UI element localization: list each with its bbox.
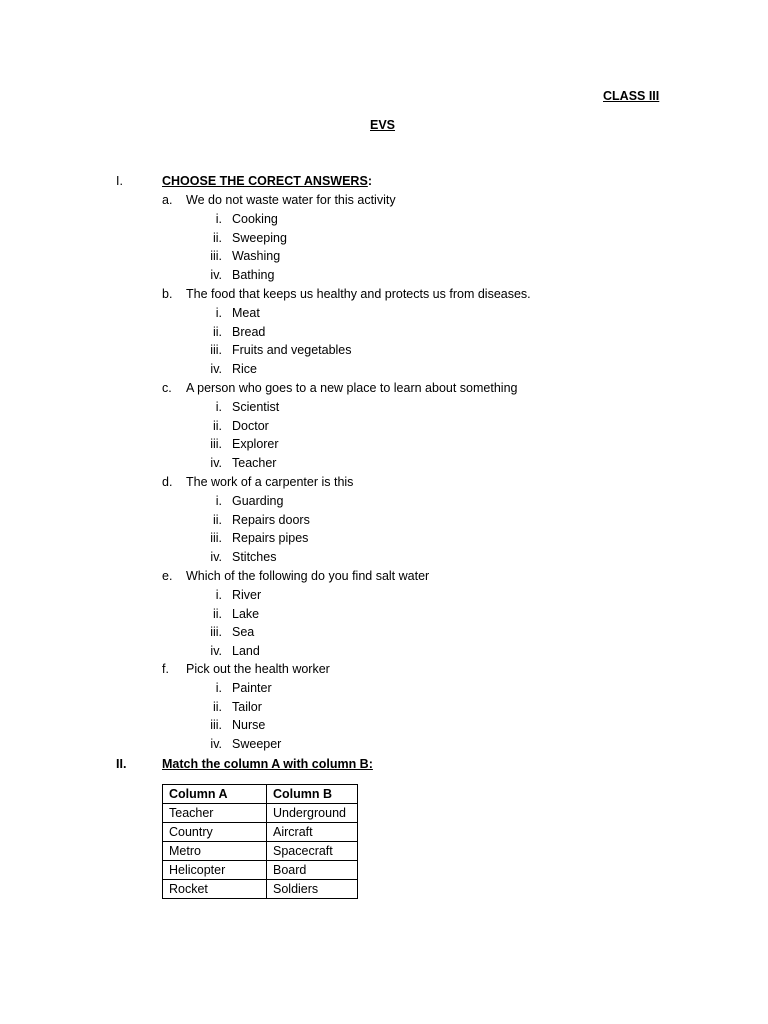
section-number: II.: [116, 757, 127, 771]
table-header-row: [163, 785, 358, 804]
option-text: Lake: [232, 607, 260, 621]
option-text: Land: [232, 644, 260, 658]
question-text: The food that keeps us healthy and protects us from diseases.: [186, 287, 531, 301]
section-title: Match the column A with column B:: [162, 757, 373, 771]
option-text: Painter: [232, 681, 272, 695]
option-text: Cooking: [232, 212, 278, 226]
option-text: Repairs doors: [232, 513, 310, 527]
option-text: Explorer: [232, 437, 279, 451]
option-text: River: [232, 588, 262, 602]
section-title: [162, 173, 372, 189]
column-a-cell: Rocket: [163, 880, 267, 899]
question-text: The work of a carpenter is this: [186, 475, 354, 489]
option-number: iv.: [210, 268, 222, 282]
subject-title: EVS: [370, 118, 396, 132]
option-number: i.: [215, 306, 222, 320]
option-number: iii.: [210, 437, 222, 451]
option-text: Stitches: [232, 550, 277, 564]
option-text: Sweeper: [232, 737, 282, 751]
class-label: CLASS III: [603, 89, 660, 103]
match-table: [162, 784, 358, 899]
option-number: ii.: [212, 231, 222, 245]
question-letter: e.: [162, 569, 173, 583]
option-text: Repairs pipes: [232, 531, 309, 545]
option-number: iv.: [210, 644, 222, 658]
option-number: iii.: [210, 249, 222, 263]
column-a-cell: Teacher: [163, 804, 267, 823]
table-row: [163, 842, 358, 861]
column-a-header: Column A: [163, 785, 267, 804]
option-text: Meat: [232, 306, 260, 320]
option-number: i.: [215, 494, 222, 508]
option-number: iv.: [210, 550, 222, 564]
option-text: Sweeping: [232, 231, 287, 245]
table-row: [163, 823, 358, 842]
option-number: ii.: [212, 607, 222, 621]
question-text: Pick out the health worker: [186, 662, 330, 676]
question-text: A person who goes to a new place to learn about something: [186, 381, 518, 395]
option-number: iii.: [210, 531, 222, 545]
column-b-cell: Underground: [267, 804, 358, 823]
option-number: iii.: [210, 343, 222, 357]
option-number: iii.: [210, 625, 222, 639]
option-number: ii.: [212, 700, 222, 714]
option-text: Sea: [232, 625, 255, 639]
option-number: i.: [215, 588, 222, 602]
column-b-cell: Board: [267, 861, 358, 880]
column-b-cell: Spacecraft: [267, 842, 358, 861]
option-number: iii.: [210, 718, 222, 732]
option-text: Doctor: [232, 419, 269, 433]
section-title-suffix: :: [367, 174, 372, 188]
option-number: iv.: [210, 737, 222, 751]
option-text: Rice: [232, 362, 258, 376]
question-letter: d.: [162, 475, 173, 489]
option-number: ii.: [212, 419, 222, 433]
option-number: iv.: [210, 362, 222, 376]
question-letter: a.: [162, 193, 173, 207]
option-number: iv.: [210, 456, 222, 470]
option-number: i.: [215, 681, 222, 695]
question-text: Which of the following do you find salt water: [186, 569, 430, 583]
option-number: i.: [215, 400, 222, 414]
option-text: Tailor: [232, 700, 262, 714]
question-letter: c.: [162, 381, 172, 395]
table-row: [163, 880, 358, 899]
option-number: ii.: [212, 513, 222, 527]
option-number: i.: [215, 212, 222, 226]
option-text: Washing: [232, 249, 281, 263]
option-text: Bread: [232, 325, 266, 339]
column-a-cell: Metro: [163, 842, 267, 861]
option-text: Fruits and vegetables: [232, 343, 352, 357]
option-text: Bathing: [232, 268, 275, 282]
question-letter: b.: [162, 287, 173, 301]
option-text: Teacher: [232, 456, 277, 470]
section-title-text: CHOOSE THE CORECT ANSWERS: [162, 174, 368, 188]
table-row: [163, 804, 358, 823]
column-b-cell: Aircraft: [267, 823, 358, 842]
option-text: Nurse: [232, 718, 266, 732]
section-number: I.: [116, 174, 123, 188]
question-letter: f.: [162, 662, 169, 676]
column-b-header: Column B: [267, 785, 358, 804]
column-a-cell: Country: [163, 823, 267, 842]
option-text: Scientist: [232, 400, 280, 414]
table-row: [163, 861, 358, 880]
question-text: We do not waste water for this activity: [186, 193, 396, 207]
column-b-cell: Soldiers: [267, 880, 358, 899]
column-a-cell: Helicopter: [163, 861, 267, 880]
option-number: ii.: [212, 325, 222, 339]
option-text: Guarding: [232, 494, 284, 508]
